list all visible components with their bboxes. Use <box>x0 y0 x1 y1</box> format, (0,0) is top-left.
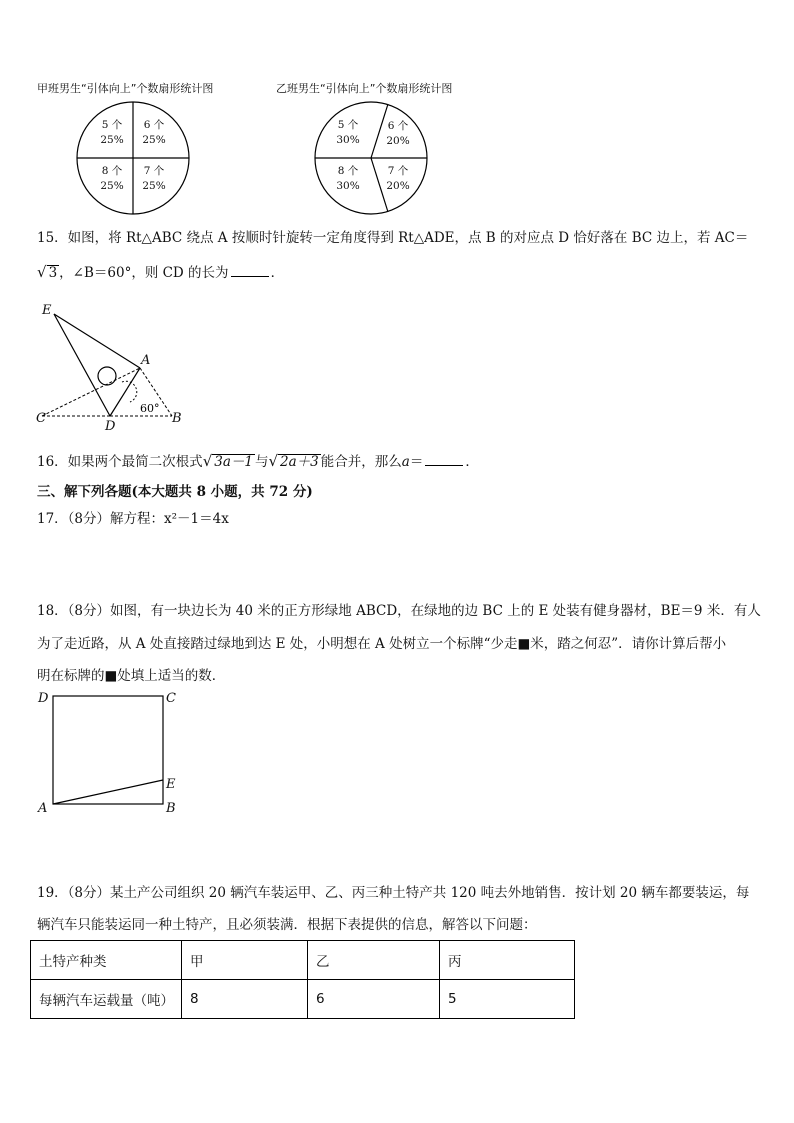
left-pie-chart <box>70 98 200 220</box>
fig15-seg-ED <box>54 314 110 416</box>
left-sector-2-count: 6 个 <box>143 119 165 131</box>
table-row <box>31 980 575 1019</box>
q18-line1: 18．（8分）如图，有一块边长为 40 米的正方形绿地 ABCD，在绿地的边 BC 上的 E 处装有健身器材，BE＝9 米．有人 <box>37 603 761 619</box>
left-sector-2-pct: 25% <box>142 134 166 146</box>
table-cell: 5 <box>440 980 575 1019</box>
left-sector-1-pct: 25% <box>100 134 124 146</box>
left-sector-1-count: 5 个 <box>101 119 123 131</box>
fig15-label-E: E <box>42 303 52 318</box>
q15-end: ． <box>270 265 285 281</box>
right-pie-divider-top <box>371 104 388 158</box>
fig15-label-D: D <box>105 419 116 432</box>
q16-variable: a <box>401 454 410 470</box>
q16-line <box>37 451 479 472</box>
q19-line2: 辆汽车只能装运同一种土特产，且必须装满．根据下表提供的信息，解答以下问题： <box>37 917 537 933</box>
table-header-cell: 土特产种类 <box>31 941 182 980</box>
table-cell: 6 <box>308 980 440 1019</box>
right-sector-3-pct: 30% <box>336 180 360 192</box>
q18-line3: 明在标牌的■处填上适当的数． <box>37 668 226 684</box>
fig18-label-D: D <box>38 691 49 706</box>
q15-line2: ，∠B＝60°，则 CD 的长为 <box>59 265 229 281</box>
fig18-label-B: B <box>166 801 176 816</box>
right-sector-3-count: 8 个 <box>337 165 359 177</box>
q16-eq: ＝ <box>409 454 424 470</box>
table-cell: 8 <box>182 980 308 1019</box>
q16-prefix: 16．如果两个最简二次根式 <box>37 454 203 470</box>
right-sector-4-count: 7 个 <box>387 165 409 177</box>
q16-radical-1: 3a－1 <box>214 454 253 470</box>
left-sector-3-count: 8 个 <box>101 165 123 177</box>
q18-figure <box>34 688 184 816</box>
right-sector-2-pct: 20% <box>386 135 410 147</box>
q16-end: ． <box>465 454 479 470</box>
q16-mid: 与 <box>254 454 269 470</box>
q16-answer-blank[interactable] <box>425 453 463 466</box>
q15-radicand: 3 <box>48 265 58 281</box>
left-sector-4-count: 7 个 <box>143 165 165 177</box>
fig18-square <box>53 696 163 804</box>
right-sector-2-count: 6 个 <box>387 120 409 132</box>
q16-radical-2: 2a＋3 <box>280 454 319 470</box>
q17-text: 17．（8分）解方程：x²－1＝4x <box>37 511 229 527</box>
right-pie-chart <box>308 98 438 220</box>
right-sector-4-pct: 20% <box>386 180 410 192</box>
table-header-cell: 丙 <box>440 941 575 980</box>
q16-suffix: 能合并，那么 <box>320 454 402 470</box>
fig18-label-C: C <box>166 691 176 706</box>
fig15-label-A: A <box>141 353 151 368</box>
q18-line2: 为了走近路，从 A 处直接踏过绿地到达 E 处，小明想在 A 处树立一个标牌“少走■米，踏之何忍”．请你计算后帮小 <box>37 636 727 652</box>
q19-line1: 19．（8分）某土产公司组织 20 辆汽车装运甲、乙、丙三种土特产共 120 吨去外地销售．按计划 20 辆车都要装运，每 <box>37 885 750 901</box>
left-sector-4-pct: 25% <box>142 180 166 192</box>
fig15-angle-label: 60° <box>140 402 160 415</box>
q15-line1: 15．如图，将 Rt△ABC 绕点 A 按顺时针旋转一定角度得到 Rt△ADE，点 B 的对应点 D 恰好落在 BC 边上，若 AC＝ <box>37 230 749 246</box>
fig18-seg-AE <box>53 780 163 804</box>
table-row <box>31 941 575 980</box>
sqrt-symbol-icon: √ <box>37 263 47 281</box>
left-chart-title: 甲班男生“引体向上”个数扇形统计图 <box>37 82 214 95</box>
table-header-cell: 乙 <box>308 941 440 980</box>
fig18-label-A: A <box>38 801 48 816</box>
right-sector-1-count: 5 个 <box>337 119 359 131</box>
right-sector-1-pct: 30% <box>336 134 360 146</box>
table-header-cell: 甲 <box>182 941 308 980</box>
section-heading: 三、解下列各题(本大题共 8 小题，共 72 分) <box>37 484 313 500</box>
fig15-label-C: C <box>36 411 46 426</box>
fig18-label-E: E <box>166 777 176 792</box>
left-sector-3-pct: 25% <box>100 180 124 192</box>
q19-table <box>30 940 575 1019</box>
sqrt-symbol-icon: √ <box>268 452 279 470</box>
sqrt-symbol-icon: √ <box>202 452 213 470</box>
q15-answer-blank[interactable] <box>231 264 269 277</box>
fig15-seg-EA <box>54 314 140 368</box>
q15-figure <box>30 298 200 432</box>
fig15-label-B: B <box>172 411 182 426</box>
q15-line2-wrap <box>37 262 284 283</box>
right-chart-title: 乙班男生“引体向上”个数扇形统计图 <box>276 82 453 95</box>
table-cell: 每辆汽车运载量（吨） <box>31 980 182 1019</box>
fig15-circle-mark <box>98 367 116 385</box>
